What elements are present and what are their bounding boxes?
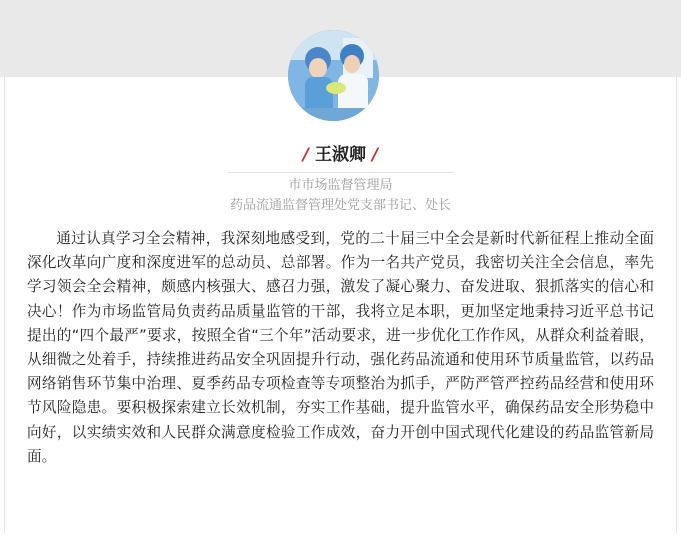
divider	[228, 172, 454, 173]
avatar-photo	[288, 30, 379, 121]
profile-organization: 市市场监督管理局	[288, 178, 393, 193]
article-paragraph: 通过认真学习全会精神，我深刻地感受到，党的二十届三中全会是新时代新征程上推动全面深化改革向广度和深度进军的总动员、总部署。作为一名共产党员，我密切关注全会信息，率先学习领会全会精神，颇感内核强大、感召力强，激发了凝心聚力、奋发进取、狠抓落实的信心和决心！作为市场监管局负责药品质量监管的干部，我将立足本职，更加坚定地秉持习近平总书记提出的“四个最严”要求，按照全省“三个年”活动要求，进一步优化工作作风，从群众利益着眼，从细微之处着手，持续推进药品安全巩固提升行动，强化药品流通和使用环节质量监管，以药品网络销售环节集中治理、夏季药品专项检查等专项整治为抓手，严防严管严控药品经营和使用环节风险隐患。要积极探索建立长效机制，夯实工作基础，提升监管水平，确保药品安全形势稳中向好，以实绩实效和人民群众满意度检验工作成效，奋力开创中国式现代化建设的药品监管新局面。	[27, 230, 654, 465]
profile-name-line	[0, 143, 681, 167]
name-slash-right: /	[372, 145, 379, 165]
profile-name: 王淑卿	[315, 145, 366, 165]
avatar	[288, 30, 379, 121]
profile-position: 药品流通监督管理处党支部书记、处长	[229, 198, 451, 213]
name-slash-left: /	[302, 145, 309, 165]
